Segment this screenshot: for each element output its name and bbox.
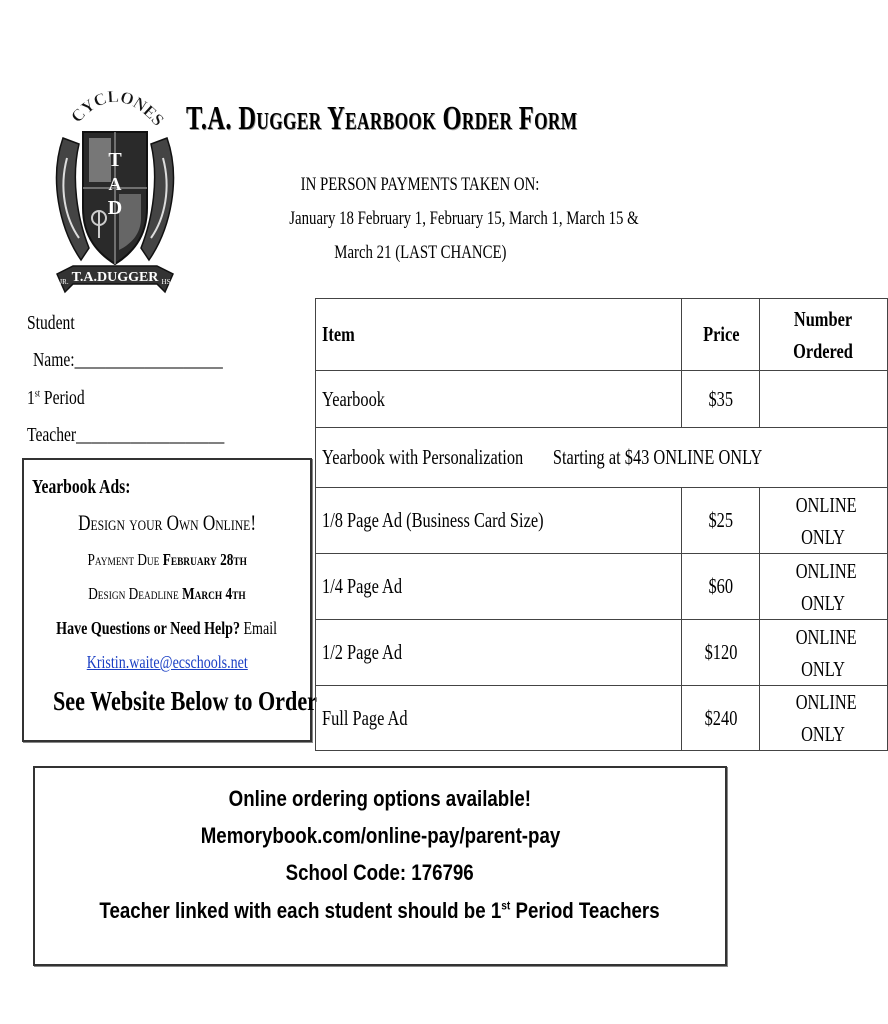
table-row xyxy=(316,686,888,751)
online-ordering-heading: Online ordering options available! xyxy=(228,786,532,811)
school-code: School Code: 176796 xyxy=(285,860,475,885)
school-crest-logo xyxy=(55,78,175,310)
ads-email-link[interactable]: Kristin.waite@ecschools.net xyxy=(86,652,248,672)
header-number-ordered: Number Ordered xyxy=(760,299,887,371)
table-row xyxy=(316,620,888,686)
teacher-field[interactable]: Teacher___________________ xyxy=(27,424,225,446)
price-cell: $35 xyxy=(682,371,760,428)
payment-dates-line2: March 21 (LAST CHANCE) xyxy=(333,242,507,263)
ads-heading: Yearbook Ads: xyxy=(32,476,131,498)
item-cell: Yearbook xyxy=(316,371,682,428)
first-period-label: 1st Period xyxy=(27,387,85,409)
item-cell: Full Page Ad xyxy=(316,686,682,751)
ads-design-online: Design your Own Online! xyxy=(78,510,256,535)
payment-dates-line1: January 18 February 1, February 15, March 1, March 15 & xyxy=(289,208,639,229)
crest-arc-text: CYCLONES xyxy=(67,86,168,130)
number-ordered-cell: ONLINE ONLY xyxy=(760,686,887,751)
number-ordered-cell: ONLINE ONLY xyxy=(760,488,887,554)
table-row xyxy=(316,554,888,620)
price-cell: $25 xyxy=(682,488,760,554)
personalization-note: Starting at $43 ONLINE ONLY xyxy=(552,445,763,469)
header-price: Price xyxy=(682,299,760,371)
item-cell: 1/2 Page Ad xyxy=(316,620,682,686)
crest-banner-right: HS xyxy=(161,278,171,286)
number-ordered-cell: ONLINE ONLY xyxy=(760,620,887,686)
ads-questions: Have Questions or Need Help? Email xyxy=(56,618,278,638)
ads-payment-due: Payment Due February 28th xyxy=(87,550,247,569)
page-title: T.A. Dugger Yearbook Order Form xyxy=(186,100,578,137)
table-row xyxy=(316,428,888,488)
price-cell: $120 xyxy=(682,620,760,686)
order-table xyxy=(315,298,888,751)
online-ordering-url: Memorybook.com/online-pay/parent-pay xyxy=(200,823,560,848)
crest-banner-text: T.A.DUGGER xyxy=(71,270,159,285)
ads-website-cta: See Website Below to Order xyxy=(52,686,317,716)
table-header-row xyxy=(316,299,888,371)
table-row xyxy=(316,371,888,428)
crest-banner-left: JR. xyxy=(59,278,69,286)
item-cell: 1/4 Page Ad xyxy=(316,554,682,620)
teacher-note: Teacher linked with each student should be 1st Period Teachers xyxy=(99,898,661,923)
price-cell: $240 xyxy=(682,686,760,751)
price-cell: $60 xyxy=(682,554,760,620)
svg-text:CYCLONES xyxy=(67,87,168,130)
header-item: Item xyxy=(316,299,682,371)
number-ordered-cell[interactable] xyxy=(760,371,887,428)
student-label: Student xyxy=(27,312,75,334)
crest-letter: T xyxy=(108,149,122,171)
crest-letter: A xyxy=(108,174,122,194)
item-cell: 1/8 Page Ad (Business Card Size) xyxy=(316,488,682,554)
crest-letter: D xyxy=(107,197,123,219)
number-ordered-cell: ONLINE ONLY xyxy=(760,554,887,620)
payments-label: IN PERSON PAYMENTS TAKEN ON: xyxy=(300,174,540,195)
yearbook-ads-box xyxy=(22,458,317,742)
student-name-field[interactable]: Name:___________________ xyxy=(33,349,223,371)
item-cell-personalization: Yearbook with Personalization Starting at $43 ONLINE ONLY xyxy=(316,428,888,488)
online-ordering-box xyxy=(33,766,727,966)
ads-design-deadline: Design Deadline March 4th xyxy=(88,584,246,603)
table-row xyxy=(316,488,888,554)
